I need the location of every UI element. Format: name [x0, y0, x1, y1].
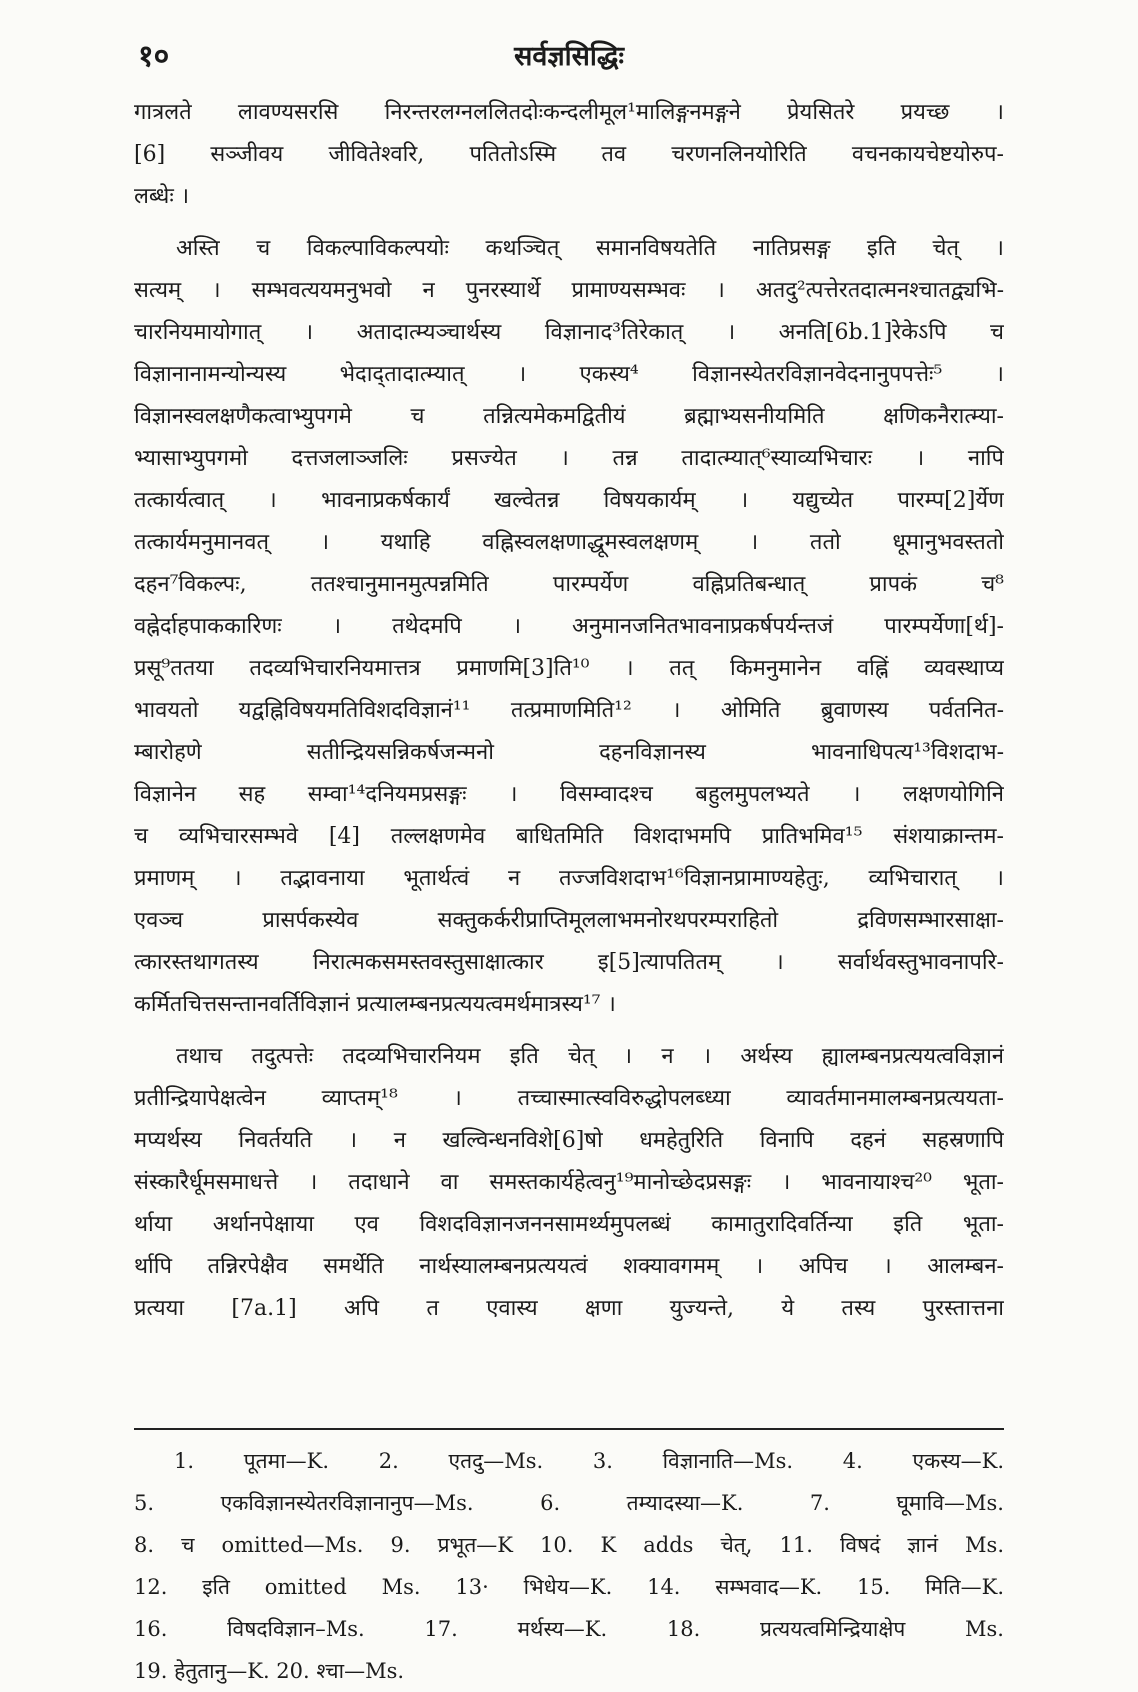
- footnote-line: 19. हेतुतानु—K. 20. श्चा—Ms.: [134, 1659, 405, 1683]
- footnotes: [134, 1440, 1004, 1692]
- text-line: एवञ्च प्रासर्पकस्येव सक्तुकर्करीप्राप्तिमूललाभमनोरथपरम्पराहितो द्रविणसम्भारसाक्षा-: [134, 908, 1004, 933]
- text-line: चारनियमायोगात् । अतादात्म्यञ्चार्थस्य विज्ञानाद³तिरेकात् । अनति[6b.1]रेकेऽपि च: [134, 320, 1004, 345]
- text-line: तत्कार्यत्वात् । भावनाप्रकर्षकार्यं खल्वेतन्न विषयकार्यम् । यद्युच्येत पारम्प[2]र्येण: [134, 488, 1004, 513]
- text-line: संस्कारैर्धूमसमाधत्ते । तदाधाने वा समस्तकार्यहेत्वनु¹⁹मानोच्छेदप्रसङ्गः । भावनायाश्च²⁰ भूता-: [134, 1170, 1004, 1195]
- text-line: तत्कार्यमनुमानवत् । यथाहि वह्निस्वलक्षणाद्धूमस्वलक्षणम् । ततो धूमानुभवस्ततो: [134, 530, 1004, 555]
- text-line: तथाच तदुत्पत्तेः तदव्यभिचारनियम इति चेत् । न । अर्थस्य ह्यालम्बनप्रत्ययत्वविज्ञानं: [176, 1044, 1004, 1069]
- text-line: भावयतो यद्वह्निविषयमतिविशदविज्ञानं¹¹ तत्प्रमाणमिति¹² । ओमिति ब्रुवाणस्य पर्वतनित-: [134, 698, 1004, 723]
- page-number: १०: [138, 39, 170, 74]
- main-text: [134, 92, 1004, 1330]
- footnote-line: 1. पूतमा—K. 2. एतदु—Ms. 3. विज्ञानाति—Ms. 4. एकस्य—K.: [174, 1449, 1004, 1473]
- footnote-line: 8. च omitted—Ms. 9. प्रभूत—K 10. K adds चेत्, 11. विषदं ज्ञानं Ms.: [134, 1533, 1004, 1557]
- text-line: प्रमाणम् । तद्भावनाया भूतार्थत्वं न तज्जविशदाभ¹⁶विज्ञानप्रामाण्यहेतुः, व्यभिचारात् ।: [134, 866, 1004, 891]
- text-line: मप्यर्थस्य निवर्तयति । न खल्विन्धनविशे[6]षो धमहेतुरिति विनापि दहनं सहस्रणापि: [134, 1128, 1004, 1153]
- text-line: अस्ति च विकल्पाविकल्पयोः कथञ्चित् समानविषयतेति नातिप्रसङ्ग इति चेत् ।: [176, 236, 1004, 261]
- text-line: [6] सञ्जीवय जीवितेश्वरि, पतितोऽस्मि तव चरणनलिनयोरिति वचनकायचेष्टयोरुप-: [134, 142, 1004, 167]
- running-title: सर्वज्ञसिद्धिः: [514, 41, 624, 72]
- footnote-divider: [134, 1428, 1004, 1430]
- paragraph-1: [134, 92, 1004, 218]
- text-line: दहन⁷विकल्पः, ततश्चानुमानमुत्पन्नमिति पारम्पर्येण वह्निप्रतिबन्धात् प्रापकं च⁸: [134, 572, 1004, 597]
- text-line: लब्धेः ।: [134, 184, 190, 209]
- text-line: कर्मितचित्तसन्तानवर्तिविज्ञानं प्रत्यालम्बनप्रत्ययत्वमर्थमात्रस्य¹⁷ ।: [134, 992, 616, 1017]
- text-line: प्रतीन्द्रियापेक्षत्वेन व्याप्तम्¹⁸ । तच्चास्मात्स्वविरुद्धोपलब्ध्या व्यावर्तमानमालम्बनप्रत्ययता-: [134, 1086, 1004, 1111]
- text-line: म्बारोहणे सतीन्द्रियसन्निकर्षजन्मनो दहनविज्ञानस्य भावनाधिपत्य¹³विशदाभ-: [134, 740, 1004, 765]
- paragraph-2: [134, 228, 1004, 1026]
- footnote-line: 12. इति omitted Ms. 13· भिधेय—K. 14. सम्भवाद—K. 15. मिति—K.: [134, 1575, 1004, 1599]
- text-line: सत्यम् । सम्भवत्ययमनुभवो न पुनरस्यार्थे प्रामाण्यसम्भवः । अतदु²त्पत्तेरतदात्मनश्चातद्व्यभि-: [134, 278, 1004, 303]
- text-line: र्थाया अर्थानपेक्षाया एव विशदविज्ञानजननसामर्थ्यमुपलब्धं कामातुरादिवर्तिन्या इति भूता-: [134, 1212, 1004, 1237]
- text-line: भ्यासाभ्युपगमो दत्तजलाञ्जलिः प्रसज्येत । तन्न तादात्म्यात्⁶स्याव्यभिचारः । नापि: [134, 446, 1004, 471]
- text-line: विज्ञानेन सह सम्वा¹⁴दनियमप्रसङ्गः । विसम्वादश्च बहुलमुपलभ्यते । लक्षणयोगिनि: [134, 782, 1004, 807]
- text-line: प्रसू⁹ततया तदव्यभिचारनियमात्तत्र प्रमाणमि[3]ति¹⁰ । तत् किमनुमानेन वह्निं व्यवस्थाप्य: [134, 656, 1004, 681]
- text-line: गात्रलते लावण्यसरसि निरन्तरलग्नललितदोःकन्दलीमूल¹मालिङ्गनमङ्गने प्रेयसितरे प्रयच्छ ।: [134, 100, 1004, 125]
- text-line: र्थापि तन्निरपेक्षैव समर्थेति नार्थस्यालम्बनप्रत्ययत्वं शक्यावगमम् । अपिच । आलम्बन-: [134, 1254, 1004, 1279]
- text-line: विज्ञानस्वलक्षणैकत्वाभ्युपगमे च तन्नित्यमेकमद्वितीयं ब्रह्माभ्यसनीयमिति क्षणिकनैरात्म्या-: [134, 404, 1004, 429]
- text-line: विज्ञानानामन्योन्यस्य भेदाद्तादात्म्यात् । एकस्य⁴ विज्ञानस्येतरविज्ञानवेदनानुपपत्तेः⁵ ।: [134, 362, 1004, 387]
- paragraph-3: [134, 1036, 1004, 1330]
- text-line: प्रत्यया [7a.1] अपि त एवास्य क्षणा युज्यन्ते, ये तस्य पुरस्तात्तना: [134, 1296, 1004, 1321]
- footnote-line: 16. विषदविज्ञान–Ms. 17. मर्थस्य—K. 18. प्रत्ययत्वमिन्द्रियाक्षेप Ms.: [134, 1617, 1004, 1641]
- text-line: त्कारस्तथागतस्य निरात्मकसमस्तवस्तुसाक्षात्कार इ[5]त्यापतितम् । सर्वार्थवस्तुभावनापरि-: [134, 950, 1004, 975]
- text-line: वह्नेर्दाहपाककारिणः । तथेदमपि । अनुमानजनितभावनाप्रकर्षपर्यन्तजं पारम्पर्येणा[र्थ]-: [134, 614, 1004, 639]
- footnote-line: 5. एकविज्ञानस्येतरविज्ञानानुप—Ms. 6. तम्यादस्या—K. 7. घूमावि—Ms.: [134, 1491, 1004, 1515]
- text-line: च व्यभिचारसम्भवे [4] तल्लक्षणमेव बाधितमिति विशदाभमपि प्रातिभमिव¹⁵ संशयाक्रान्तम-: [134, 824, 1004, 849]
